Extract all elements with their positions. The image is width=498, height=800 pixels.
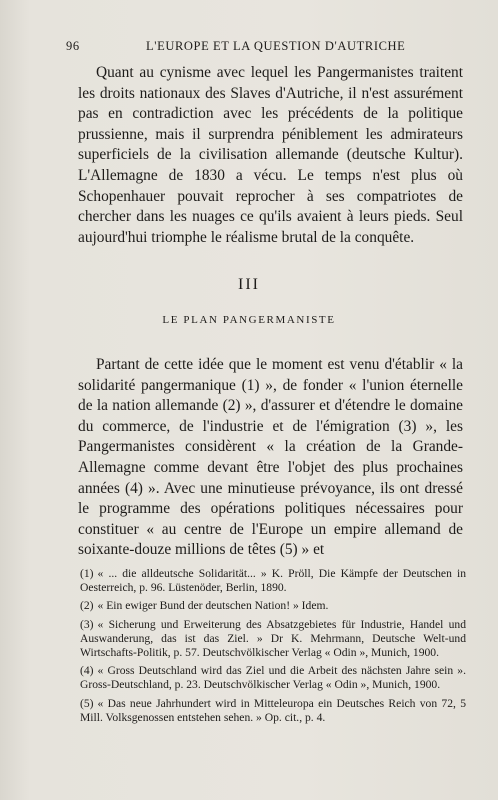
- running-title: L'EUROPE ET LA QUESTION D'AUTRICHE: [146, 39, 406, 53]
- footnote: [80, 664, 466, 692]
- footnote-number: (3): [80, 617, 94, 631]
- paragraph-2: Partant de cette idée que le moment est venu d'établir « la solidarité pangermanique (1) », de fonder « l'union éternelle de la nation allemande (2) », d'assurer et d'étendre le domaine du commerce, de l'industrie et de l'émigration (3) », les Pangermanistes considèrent « la création de la Grande-Allemagne comme devant être l'objet des plus prochaines années (4) ». Avec une minutieuse prévoyance, ils ont dressé le programme des opérations politiques nécessaires pour constituer « au centre de l'Europe un empire allemand de soixante-douze millions de têtes (5) » et: [78, 356, 463, 559]
- footnote-text: « Sicherung und Erweiterung des Absatzgebietes für Industrie, Handel und Auswanderung, das ist das Ziel. » Dr K. Mehrmann, Deutsche Welt-und Wirtschafts-Politik, p. 57. Deutschvölkischer Verlag « Odin », Munich, 1900.: [80, 617, 466, 660]
- footnote-number: (4): [80, 664, 94, 678]
- paragraph-block-1: [78, 63, 463, 248]
- section-title: LE PLAN PANGERMANISTE: [162, 314, 336, 326]
- footnote-number: (5): [80, 696, 94, 710]
- paragraph-1: Quant au cynisme avec lequel les Pangermanistes traitent les droits nationaux des Slaves d'Autriche, il n'est assurément pas en contradiction avec les précédents de la politique prussienne, mais il surprendra péniblement les admirateurs superficiels de la civilisation allemande (deutsche Kultur). L'Allemagne de 1830 a vécu. Le temps n'est plus où Schopenhauer pouvait reprocher à ses compatriotes de chercher dans les nuages ce qu'ils avaient à leurs pieds. Seul aujourd'hui triomphe le réalisme brutal de la conquête.: [78, 64, 463, 246]
- page-number: 96: [66, 39, 80, 53]
- footnote: [80, 567, 466, 595]
- paragraph-block-2: [78, 355, 463, 561]
- footnotes: [80, 567, 466, 729]
- footnote: [80, 618, 466, 661]
- footnote-text: « Das neue Jahrhundert wird in Mitteleuropa ein Deutsches Reich von 72, 5 Mill. Volksgenossen entstehen sehen. » Op. cit., p. 4.: [80, 696, 466, 724]
- section-number: III: [238, 276, 260, 293]
- footnote-text: « Ein ewiger Bund der deutschen Nation! » Idem.: [97, 599, 329, 613]
- footnote: [80, 599, 466, 613]
- footnote-text: « ... die alldeutsche Solidarität... » K. Pröll, Die Kämpfe der Deutschen in Oesterreich, p. 96. Lüstenöder, Berlin, 1890.: [80, 567, 466, 595]
- footnote-text: « Gross Deutschland wird das Ziel und die Arbeit des nächsten Jahre sein ». Gross-Deutschland, p. 23. Deutschvölkischer Verlag « Odin », Munich, 1900.: [80, 664, 466, 692]
- footnote-number: (1): [80, 567, 94, 580]
- footnote: [80, 697, 466, 725]
- footnote-number: (2): [80, 599, 94, 613]
